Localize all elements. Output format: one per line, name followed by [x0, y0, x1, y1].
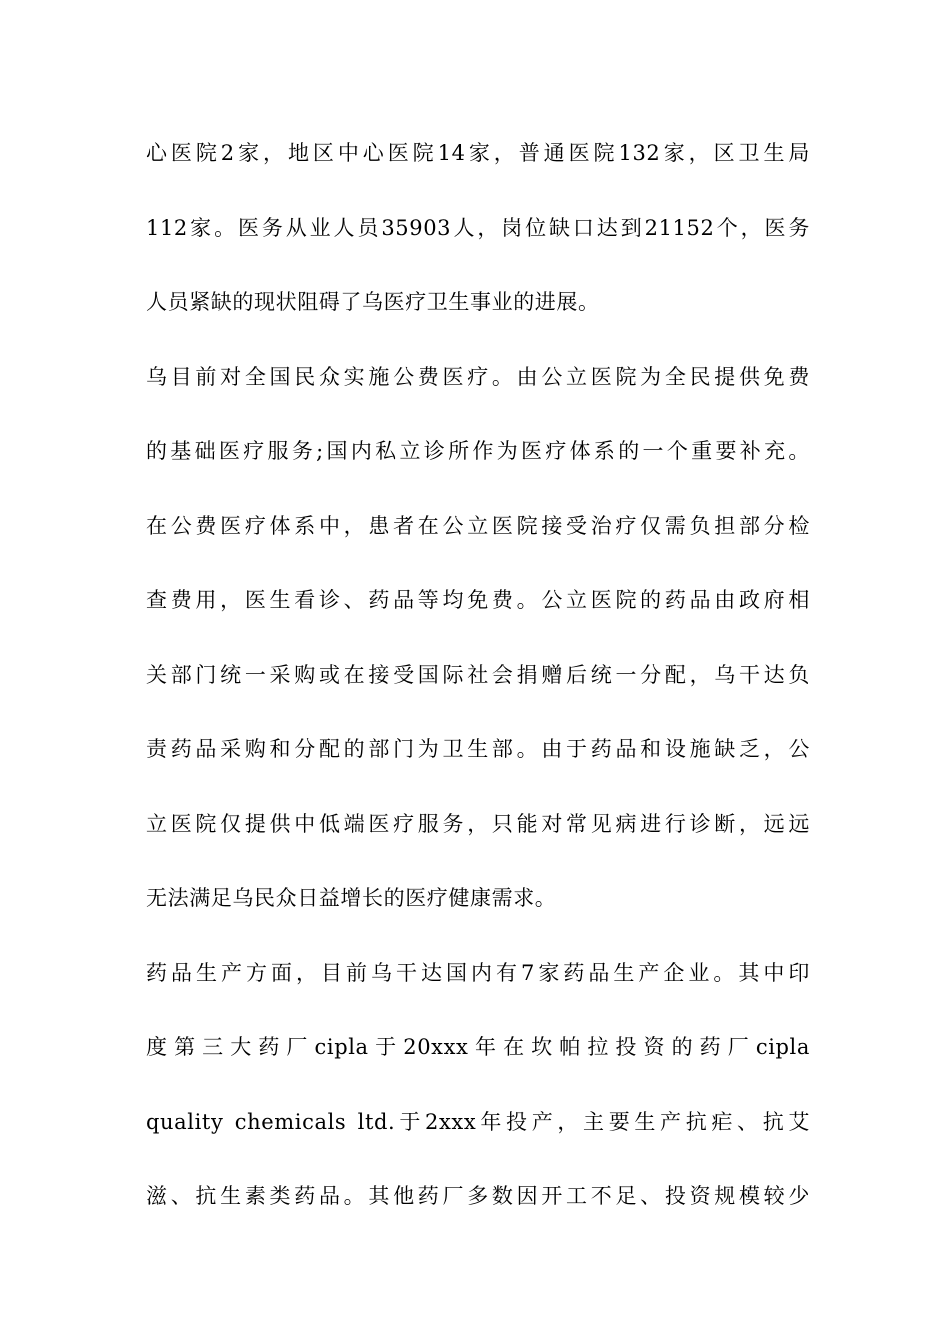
text-line: 无法满足乌民众日益增长的医疗健康需求。 — [146, 886, 557, 910]
text-line: 度第三大药厂cipla于20xxx年在坎帕拉投资的药厂cipla — [146, 1035, 810, 1059]
text-line: 人员紧缺的现状阻碍了乌医疗卫生事业的进展。 — [146, 290, 600, 314]
text-line: 药品生产方面，目前乌干达国内有7家药品生产企业。其中印 — [146, 960, 810, 985]
text-line: 滋、抗生素类药品。其他药厂多数因开工不足、投资规模较少 — [146, 1184, 810, 1208]
text-line: quality chemicals ltd.于2xxx年投产，主要生产抗疟、抗艾 — [146, 1109, 810, 1134]
text-line: 112家。医务从业人员35903人，岗位缺口达到21152个，医务 — [146, 215, 810, 240]
text-line: 在公费医疗体系中，患者在公立医院接受治疗仅需负担部分检 — [146, 513, 810, 538]
text-line: 责药品采购和分配的部门为卫生部。由于药品和设施缺乏，公 — [146, 737, 810, 761]
text-line: 乌目前对全国民众实施公费医疗。由公立医院为全民提供免费 — [146, 364, 810, 389]
text-line: 关部门统一采购或在接受国际社会捐赠后统一分配，乌干达负 — [146, 662, 810, 687]
document-body — [146, 128, 810, 1246]
text-line: 的基础医疗服务;国内私立诊所作为医疗体系的一个重要补充。 — [146, 439, 810, 463]
text-line: 心医院2家，地区中心医院14家，普通医院132家，区卫生局 — [146, 141, 810, 165]
text-line: 查费用，医生看诊、药品等均免费。公立医院的药品由政府相 — [146, 588, 810, 612]
text-line: 立医院仅提供中低端医疗服务，只能对常见病进行诊断，远远 — [146, 811, 810, 836]
